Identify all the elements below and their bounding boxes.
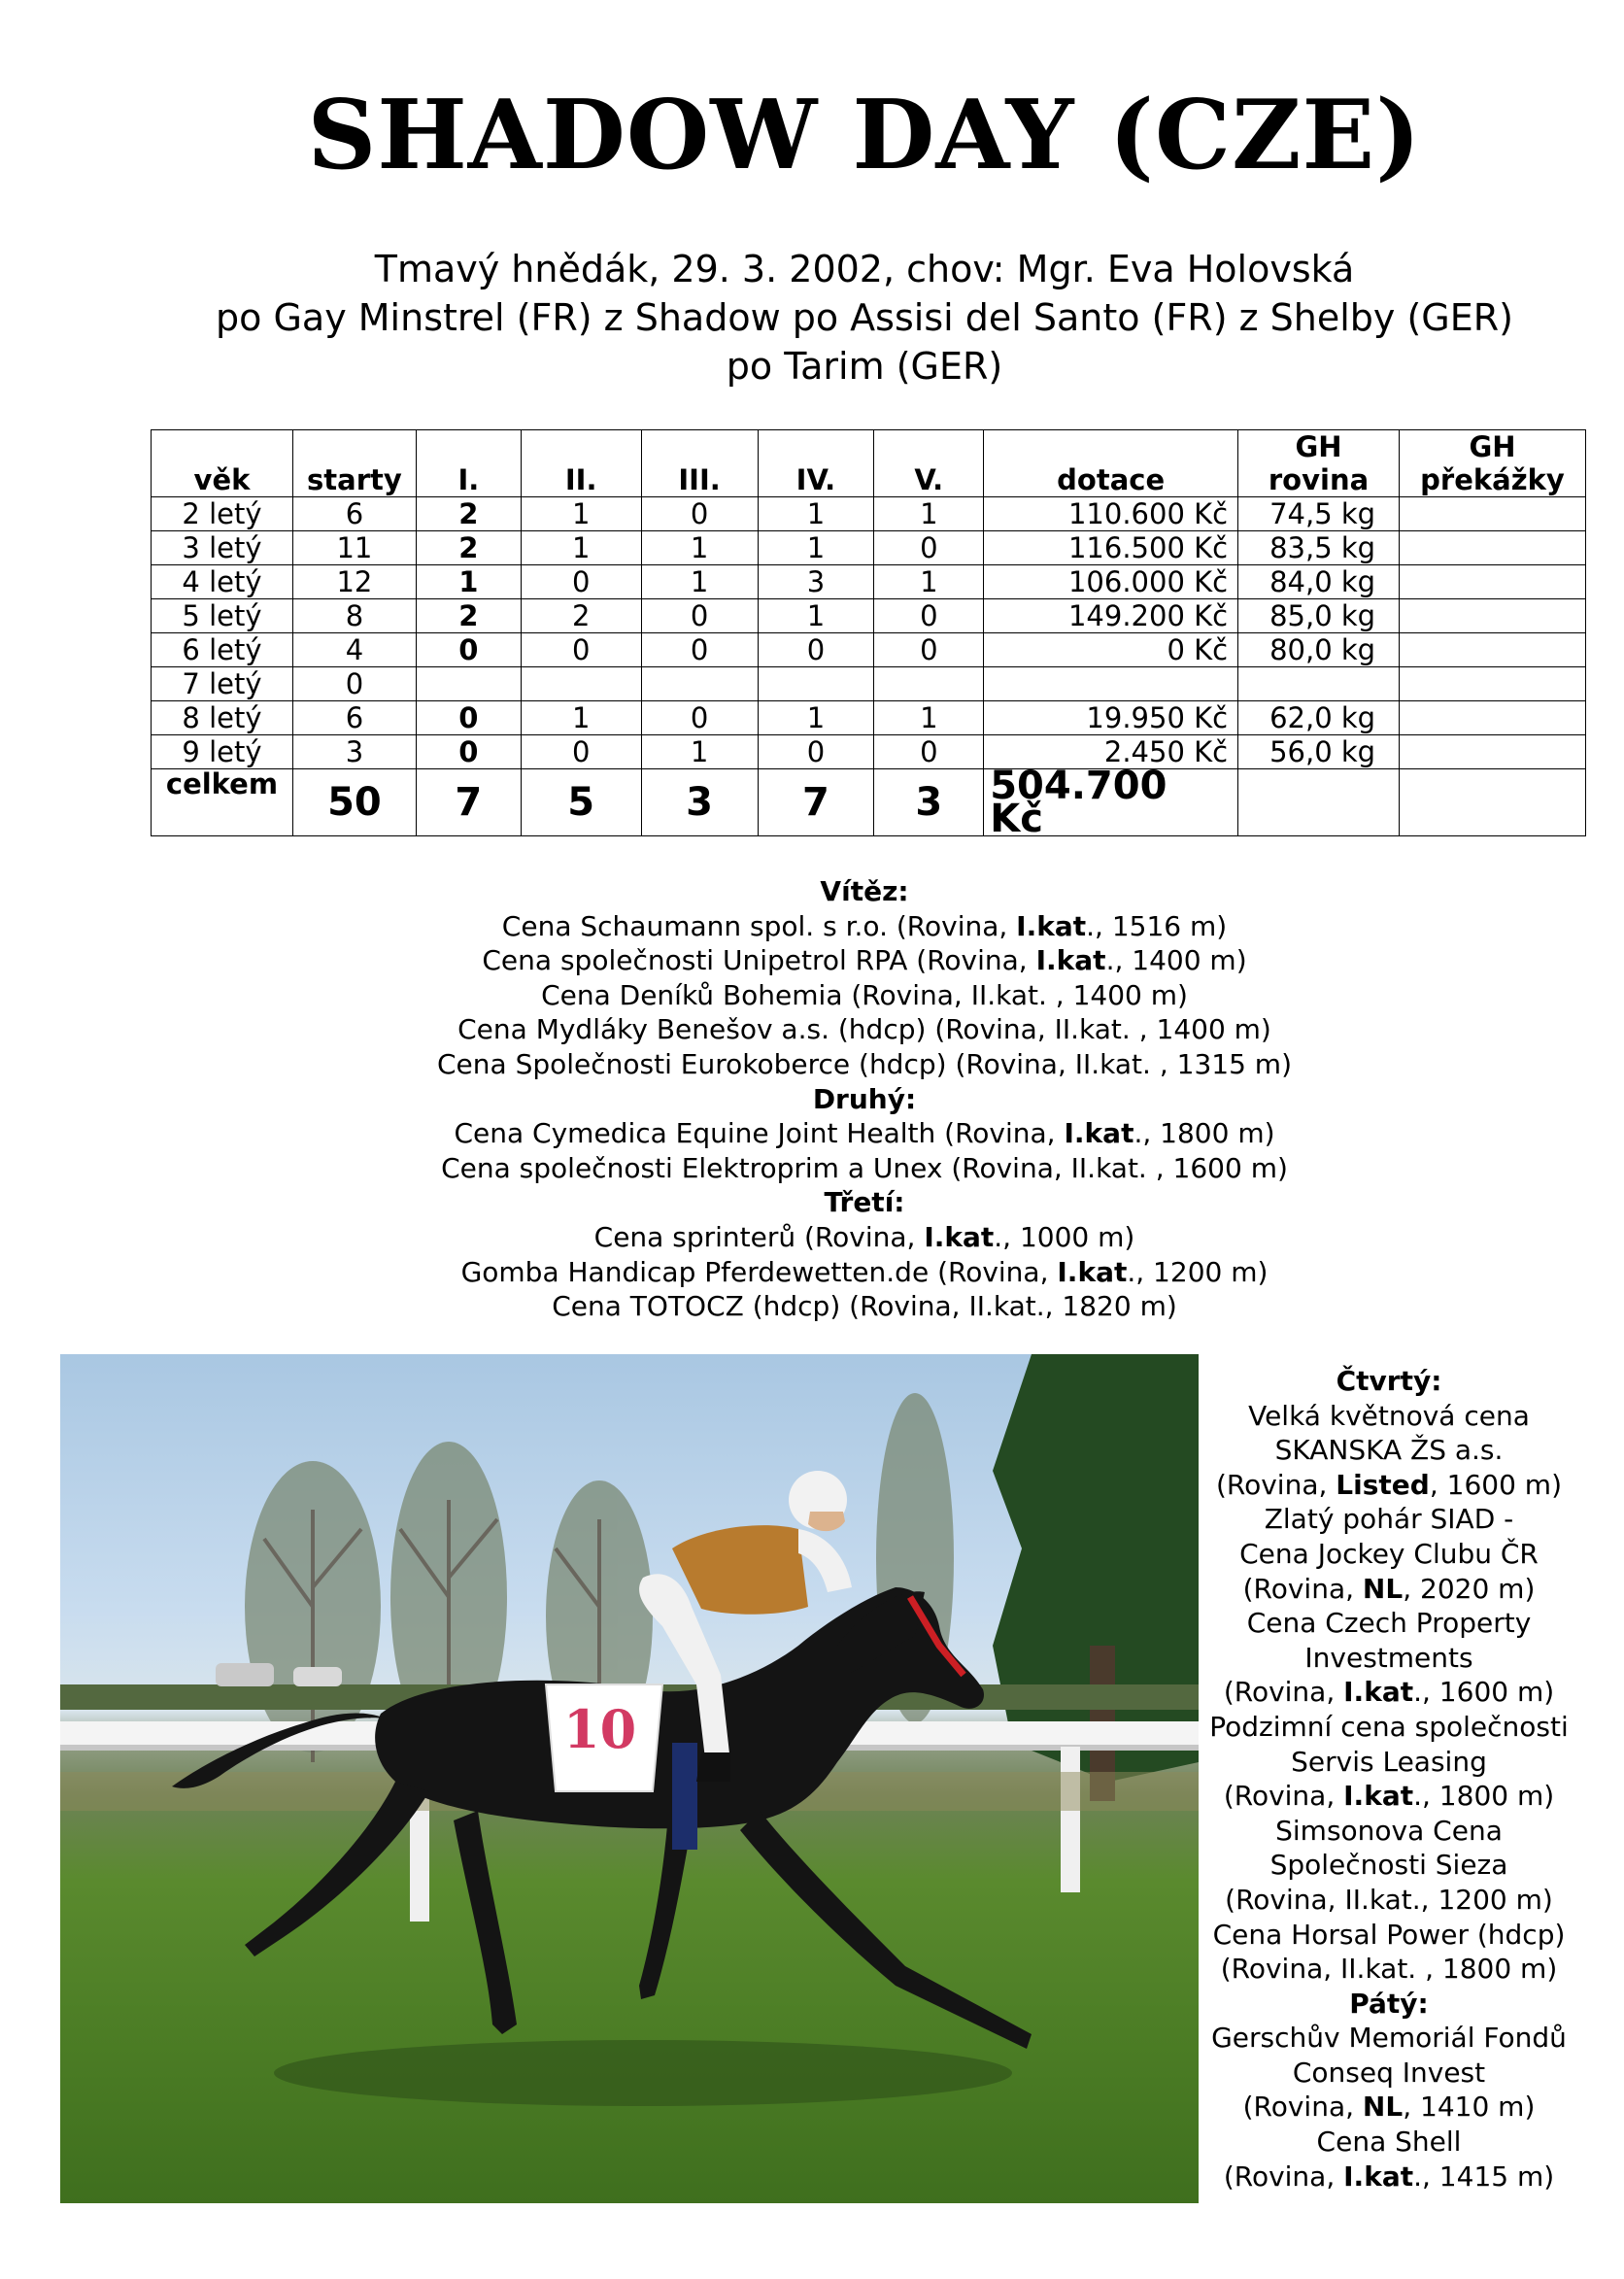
- cell-p5: 0: [874, 531, 984, 565]
- race-category: NL: [1362, 1572, 1404, 1605]
- race-text: Simsonova Cena: [1275, 1814, 1503, 1847]
- race-category: Listed: [1336, 1468, 1430, 1501]
- cell-p2: 0: [521, 633, 641, 667]
- cell-p3: 0: [641, 701, 758, 735]
- race-text: Cena Mydláky Benešov a.s. (hdcp) (Rovina, II.kat. , 1400 m): [457, 1013, 1271, 1046]
- table-row: [152, 531, 1586, 565]
- cell-p5: 1: [874, 701, 984, 735]
- race-category: I.kat: [1057, 1255, 1128, 1288]
- cell-p4: 1: [758, 599, 874, 633]
- cell-gh-jump: [1399, 565, 1585, 599]
- race-entry: [1204, 1399, 1573, 1434]
- race-entry: [1204, 1745, 1573, 1780]
- cell-gh-jump: [1399, 735, 1585, 769]
- header-prize: dotace: [984, 430, 1238, 497]
- cell-age: 7 letý: [152, 667, 293, 701]
- cell-p3: 0: [641, 633, 758, 667]
- cell-p3: [641, 667, 758, 701]
- cell-p5: 0: [874, 735, 984, 769]
- race-text: (Rovina, II.kat., 1200 m): [1225, 1883, 1553, 1916]
- race-text: Gomba Handicap Pferdewetten.de (Rovina,: [460, 1255, 1058, 1288]
- table-row: [152, 667, 1586, 701]
- race-text: Cena sprinterů (Rovina,: [593, 1220, 925, 1253]
- race-entry: [282, 1012, 1447, 1047]
- race-entry: [1204, 1468, 1573, 1503]
- race-entry: [282, 943, 1447, 978]
- header-age: věk: [152, 430, 293, 497]
- header-gh-jump: [1399, 430, 1585, 497]
- race-text: Conseq Invest: [1292, 2056, 1486, 2089]
- cell-p4: 3: [758, 565, 874, 599]
- total-gh-jump: [1399, 769, 1585, 836]
- race-entry: [282, 1220, 1447, 1255]
- race-text: (Rovina,: [1242, 1572, 1363, 1605]
- race-entry: [1204, 1433, 1573, 1468]
- race-text: ., 1800 m): [1133, 1117, 1275, 1150]
- race-text: Cena Shell: [1316, 2126, 1462, 2159]
- table-row: [152, 497, 1586, 531]
- cell-prize: 110.600 Kč: [984, 497, 1238, 531]
- cell-p3: 0: [641, 497, 758, 531]
- race-category: I.kat: [1064, 1117, 1134, 1150]
- race-entry: [1204, 1606, 1573, 1641]
- cell-prize: [984, 667, 1238, 701]
- race-entry: [282, 1047, 1447, 1082]
- header-gh-flat-line1: GH: [1295, 430, 1342, 463]
- cell-p2: [521, 667, 641, 701]
- horse-photo-illustration: [60, 1354, 1199, 2203]
- race-text: Podzimní cena společnosti: [1209, 1710, 1569, 1743]
- total-p3: 3: [641, 769, 758, 836]
- table-row: [152, 735, 1586, 769]
- cell-gh: 62,0 kg: [1238, 701, 1400, 735]
- cell-prize: 0 Kč: [984, 633, 1238, 667]
- header-first: I.: [416, 430, 521, 497]
- race-category: I.kat: [1343, 2160, 1414, 2193]
- cell-gh: 85,0 kg: [1238, 599, 1400, 633]
- cell-p4: 1: [758, 531, 874, 565]
- race-text: Cena Společnosti Eurokoberce (hdcp) (Rovina, II.kat. , 1315 m): [437, 1047, 1292, 1080]
- second-heading: Druhý:: [812, 1082, 917, 1115]
- cell-prize: 106.000 Kč: [984, 565, 1238, 599]
- cell-gh: 56,0 kg: [1238, 735, 1400, 769]
- race-category: I.kat: [1343, 1676, 1414, 1709]
- race-entry: [282, 1255, 1447, 1290]
- cell-age: 3 letý: [152, 531, 293, 565]
- cell-p1: 2: [416, 599, 521, 633]
- horse-photo: [60, 1354, 1199, 2203]
- cell-age: 6 letý: [152, 633, 293, 667]
- header-gh-jump-line2: překážky: [1420, 463, 1565, 496]
- header-gh-flat: [1238, 430, 1400, 497]
- race-entry: [1204, 1710, 1573, 1745]
- cell-p3: 0: [641, 599, 758, 633]
- cell-gh: 83,5 kg: [1238, 531, 1400, 565]
- total-p4: 7: [758, 769, 874, 836]
- total-label: celkem: [152, 769, 293, 836]
- cell-p2: 1: [521, 531, 641, 565]
- header-fourth: IV.: [758, 430, 874, 497]
- total-p5: 3: [874, 769, 984, 836]
- cell-p1: [416, 667, 521, 701]
- details-line: Tmavý hnědák, 29. 3. 2002, chov: Mgr. Eva Holovská: [374, 248, 1355, 290]
- cell-gh: 84,0 kg: [1238, 565, 1400, 599]
- pedigree-line: po Tarim (GER): [726, 345, 1003, 388]
- race-text: Gerschův Memoriál Fondů: [1211, 2022, 1567, 2055]
- cell-p3: 1: [641, 565, 758, 599]
- horse-details: [136, 245, 1593, 391]
- header-starts: starty: [292, 430, 416, 497]
- cell-prize: 149.200 Kč: [984, 599, 1238, 633]
- cell-p5: [874, 667, 984, 701]
- cell-starts: 4: [292, 633, 416, 667]
- cell-gh: [1238, 667, 1400, 701]
- race-text: Cena Czech Property: [1246, 1607, 1532, 1640]
- page-title: SHADOW DAY (CZE): [307, 80, 1422, 191]
- cell-p4: 0: [758, 735, 874, 769]
- race-text: Cena TOTOCZ (hdcp) (Rovina, II.kat., 1820 m): [552, 1290, 1177, 1323]
- header-fifth: V.: [874, 430, 984, 497]
- race-entry: [282, 1289, 1447, 1324]
- cell-gh-jump: [1399, 531, 1585, 565]
- cell-prize: 116.500 Kč: [984, 531, 1238, 565]
- total-p2: 5: [521, 769, 641, 836]
- cell-p5: 0: [874, 633, 984, 667]
- cell-p1: 1: [416, 565, 521, 599]
- race-text: Cena Schaumann spol. s r.o. (Rovina,: [501, 909, 1017, 942]
- cell-age: 9 letý: [152, 735, 293, 769]
- race-entry: [1204, 2056, 1573, 2091]
- race-category: I.kat: [924, 1220, 995, 1253]
- cell-starts: 12: [292, 565, 416, 599]
- race-text: , 2020 m): [1403, 1572, 1536, 1605]
- race-text: Velká květnová cena: [1248, 1399, 1530, 1432]
- race-entry: [1204, 1883, 1573, 1918]
- cell-p1: 2: [416, 531, 521, 565]
- race-entry: [1204, 1537, 1573, 1572]
- total-p1: 7: [416, 769, 521, 836]
- cell-p5: 1: [874, 565, 984, 599]
- cell-p5: 0: [874, 599, 984, 633]
- race-entry: [1204, 1502, 1573, 1537]
- cell-prize: 2.450 Kč: [984, 735, 1238, 769]
- race-entry: [282, 978, 1447, 1013]
- race-text: (Rovina,: [1223, 1780, 1344, 1813]
- cell-gh: 74,5 kg: [1238, 497, 1400, 531]
- table-row: [152, 701, 1586, 735]
- race-entry: [282, 1116, 1447, 1151]
- cell-gh-jump: [1399, 599, 1585, 633]
- race-text: Zlatý pohár SIAD -: [1264, 1503, 1514, 1536]
- race-text: ., 1000 m): [994, 1220, 1135, 1253]
- race-text: (Rovina,: [1223, 1676, 1344, 1709]
- header-second: II.: [521, 430, 641, 497]
- cell-starts: 6: [292, 497, 416, 531]
- winner-heading: Vítěz:: [820, 875, 909, 907]
- cell-p4: [758, 667, 874, 701]
- cell-gh-jump: [1399, 633, 1585, 667]
- cell-prize: 19.950 Kč: [984, 701, 1238, 735]
- race-entry: [1204, 1918, 1573, 1953]
- cell-starts: 8: [292, 599, 416, 633]
- race-entry: [282, 1151, 1447, 1186]
- race-text: Cena společnosti Unipetrol RPA (Rovina,: [482, 944, 1036, 977]
- race-text: (Rovina,: [1242, 2091, 1363, 2124]
- cell-p3: 1: [641, 735, 758, 769]
- race-text: ., 1200 m): [1127, 1255, 1269, 1288]
- race-text: (Rovina,: [1223, 2160, 1344, 2193]
- cell-p4: 1: [758, 701, 874, 735]
- cell-p2: 2: [521, 599, 641, 633]
- cell-gh: 80,0 kg: [1238, 633, 1400, 667]
- race-category: I.kat: [1016, 909, 1087, 942]
- table-row: [152, 565, 1586, 599]
- fifth-heading: Pátý:: [1349, 1987, 1429, 2020]
- race-entry: [1204, 2090, 1573, 2125]
- cell-p2: 1: [521, 497, 641, 531]
- fifth-races: [1204, 2021, 1573, 2194]
- cell-starts: 3: [292, 735, 416, 769]
- cell-age: 4 letý: [152, 565, 293, 599]
- race-text: SKANSKA ŽS a.s.: [1274, 1434, 1504, 1467]
- race-text: (Rovina, II.kat. , 1800 m): [1220, 1953, 1558, 1986]
- cell-p1: 0: [416, 735, 521, 769]
- cell-age: 5 letý: [152, 599, 293, 633]
- race-text: ., 1516 m): [1086, 909, 1228, 942]
- table-header-row: [152, 430, 1586, 497]
- cell-starts: 6: [292, 701, 416, 735]
- table-row: [152, 633, 1586, 667]
- cell-p5: 1: [874, 497, 984, 531]
- race-entry: [1204, 2160, 1573, 2194]
- race-statistics-table: [151, 429, 1586, 841]
- race-entry: [1204, 1641, 1573, 1676]
- race-entry: [1204, 1779, 1573, 1814]
- race-entry: [1204, 1952, 1573, 1987]
- cell-age: 2 letý: [152, 497, 293, 531]
- race-entry: [1204, 1572, 1573, 1607]
- cell-p4: 1: [758, 497, 874, 531]
- cell-p1: 0: [416, 701, 521, 735]
- race-entry: [1204, 2125, 1573, 2160]
- race-category: I.kat: [1035, 944, 1106, 977]
- race-text: , 1600 m): [1429, 1468, 1562, 1501]
- cell-gh-jump: [1399, 667, 1585, 701]
- race-text: ., 1400 m): [1105, 944, 1247, 977]
- race-category: NL: [1362, 2091, 1404, 2124]
- race-entry: [1204, 1814, 1573, 1849]
- race-text: Cena Cymedica Equine Joint Health (Rovina,: [454, 1117, 1065, 1150]
- cell-p4: 0: [758, 633, 874, 667]
- race-text: Cena Deníků Bohemia (Rovina, II.kat. , 1400 m): [541, 978, 1188, 1011]
- header-third: III.: [641, 430, 758, 497]
- race-entry: [1204, 2021, 1573, 2056]
- cell-p1: 0: [416, 633, 521, 667]
- total-starts: 50: [292, 769, 416, 836]
- cell-age: 8 letý: [152, 701, 293, 735]
- second-races: [282, 1116, 1447, 1185]
- fourth-heading: Čtvrtý:: [1336, 1365, 1442, 1397]
- race-text: ., 1415 m): [1413, 2160, 1555, 2193]
- cell-gh-jump: [1399, 497, 1585, 531]
- race-text: Investments: [1304, 1641, 1473, 1674]
- table-row: [152, 599, 1586, 633]
- third-heading: Třetí:: [824, 1186, 905, 1219]
- header-gh-jump-line1: GH: [1469, 430, 1516, 463]
- race-text: , 1410 m): [1403, 2091, 1536, 2124]
- race-text: Cena Jockey Clubu ČR: [1239, 1537, 1539, 1570]
- race-entry: [282, 909, 1447, 944]
- race-text: (Rovina,: [1215, 1468, 1336, 1501]
- cell-p1: 2: [416, 497, 521, 531]
- race-text: ., 1600 m): [1413, 1676, 1555, 1709]
- third-races: [282, 1220, 1447, 1324]
- cell-starts: 11: [292, 531, 416, 565]
- race-text: Servis Leasing: [1291, 1745, 1487, 1778]
- cell-gh-jump: [1399, 701, 1585, 735]
- cell-p2: 0: [521, 565, 641, 599]
- total-prize: 504.700 Kč: [984, 769, 1238, 836]
- table-total-row: [152, 769, 1586, 836]
- winner-races: [282, 909, 1447, 1082]
- placings-list: [282, 874, 1447, 1324]
- race-text: Cena společnosti Elektroprim a Unex (Rovina, II.kat. , 1600 m): [441, 1151, 1288, 1184]
- race-entry: [1204, 1675, 1573, 1710]
- header-gh-flat-line2: rovina: [1268, 463, 1370, 496]
- race-text: Společnosti Sieza: [1269, 1849, 1508, 1882]
- pedigree-line: po Gay Minstrel (FR) z Shadow po Assisi del Santo (FR) z Shelby (GER): [216, 296, 1513, 339]
- cell-p2: 1: [521, 701, 641, 735]
- cell-p3: 1: [641, 531, 758, 565]
- saddle-number: 10: [563, 1698, 637, 1760]
- race-text: Cena Horsal Power (hdcp): [1212, 1918, 1566, 1951]
- cell-p2: 0: [521, 735, 641, 769]
- total-gh: [1238, 769, 1400, 836]
- fourth-races: [1204, 1399, 1573, 1987]
- race-entry: [1204, 1848, 1573, 1883]
- cell-starts: 0: [292, 667, 416, 701]
- race-text: ., 1800 m): [1413, 1780, 1555, 1813]
- placings-list-side: [1204, 1364, 1573, 2194]
- race-category: I.kat: [1343, 1780, 1414, 1813]
